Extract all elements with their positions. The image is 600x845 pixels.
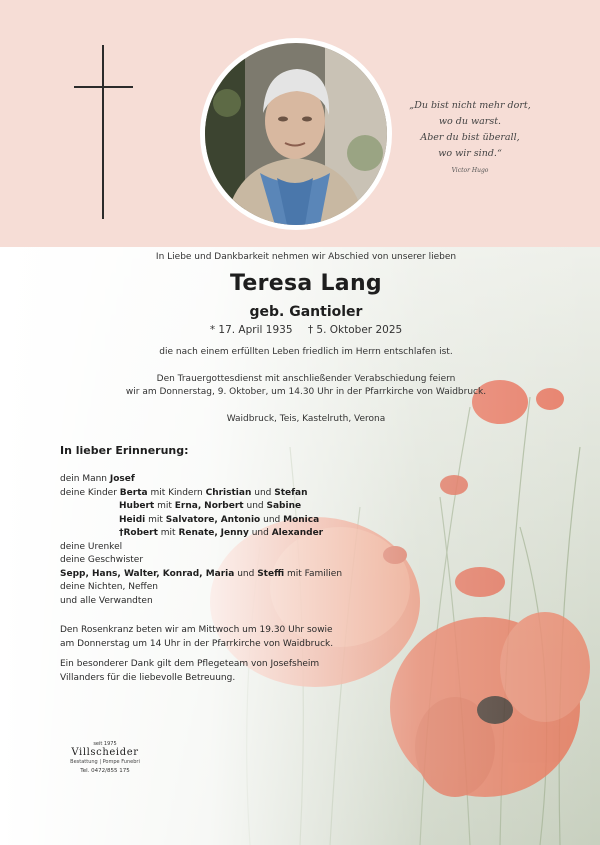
maiden-name: geb. Gantioler xyxy=(249,304,363,320)
peaceful-text: die nach einem erfüllten Leben friedlich im Herrn entschlafen ist. xyxy=(159,347,453,357)
quote-author: Victor Hugo xyxy=(451,167,489,174)
portrait-photo xyxy=(200,38,392,230)
memory-heading: In lieber Erinnerung: xyxy=(60,444,189,457)
family-husband: dein Mann Josef xyxy=(60,474,135,484)
places-text: Waidbruck, Teis, Kastelruth, Verona xyxy=(226,414,386,424)
rosary-info: Den Rosenkranz beten wir am Mittwoch um 19.30 Uhr sowie am Donnerstag um 14 Uhr in der Pfarrkirche von Waidbruck. xyxy=(60,625,334,649)
family-siblings-label: deine Geschwister xyxy=(60,555,144,565)
funeral-home-logo xyxy=(60,741,150,776)
logo-since: seit 1975 xyxy=(93,741,117,747)
logo-phone: Tel. 0472/855 175 xyxy=(80,768,130,774)
death-date: † 5. Oktober 2025 xyxy=(307,324,403,336)
family-child-3: Heidi mit Salvatore, Antonio und Monica xyxy=(119,514,320,525)
life-dates xyxy=(0,324,600,336)
header-band xyxy=(0,0,600,247)
thanks-text: Ein besonderer Dank gilt dem Pflegeteam von Josefsheim Villanders für die liebevolle Betreuung. xyxy=(60,659,320,683)
service-info: Den Trauergottesdienst mit anschließender Verabschiedung feiern wir am Donnerstag, 9. Oktober, um 14.30 Uhr in der Pfarrkirche von Waidbruck. xyxy=(125,374,487,397)
birth-date: * 17. April 1935 xyxy=(209,324,293,336)
intro-text: In Liebe und Dankbarkeit nehmen wir Abschied von unserer lieben xyxy=(155,252,457,262)
logo-subtitle: Bestattung | Pompe Funebri xyxy=(70,759,140,765)
family-list xyxy=(60,473,342,608)
logo-brand: Villscheider xyxy=(71,747,139,758)
deceased-name: Teresa Lang xyxy=(230,271,382,296)
family-child-4: †Robert mit Renate, Jenny und Alexander xyxy=(119,528,324,538)
cross-icon xyxy=(102,45,104,219)
family-nieces: deine Nichten, Neffen xyxy=(60,582,158,592)
family-great-grandchildren: deine Urenkel xyxy=(60,541,123,552)
quote-text: „Du bist nicht mehr dort, wo du warst. Aber du bist überall, wo wir sind.“ xyxy=(409,100,531,159)
family-relatives: und alle Verwandten xyxy=(60,595,153,606)
family-siblings: Sepp, Hans, Walter, Konrad, Maria und Steffi mit Familien xyxy=(60,568,343,579)
cross-icon-bar xyxy=(74,86,133,88)
family-children: deine Kinder Berta mit Kindern Christian und Stefan xyxy=(60,487,308,498)
family-child-2: Hubert mit Erna, Norbert und Sabine xyxy=(119,501,302,511)
